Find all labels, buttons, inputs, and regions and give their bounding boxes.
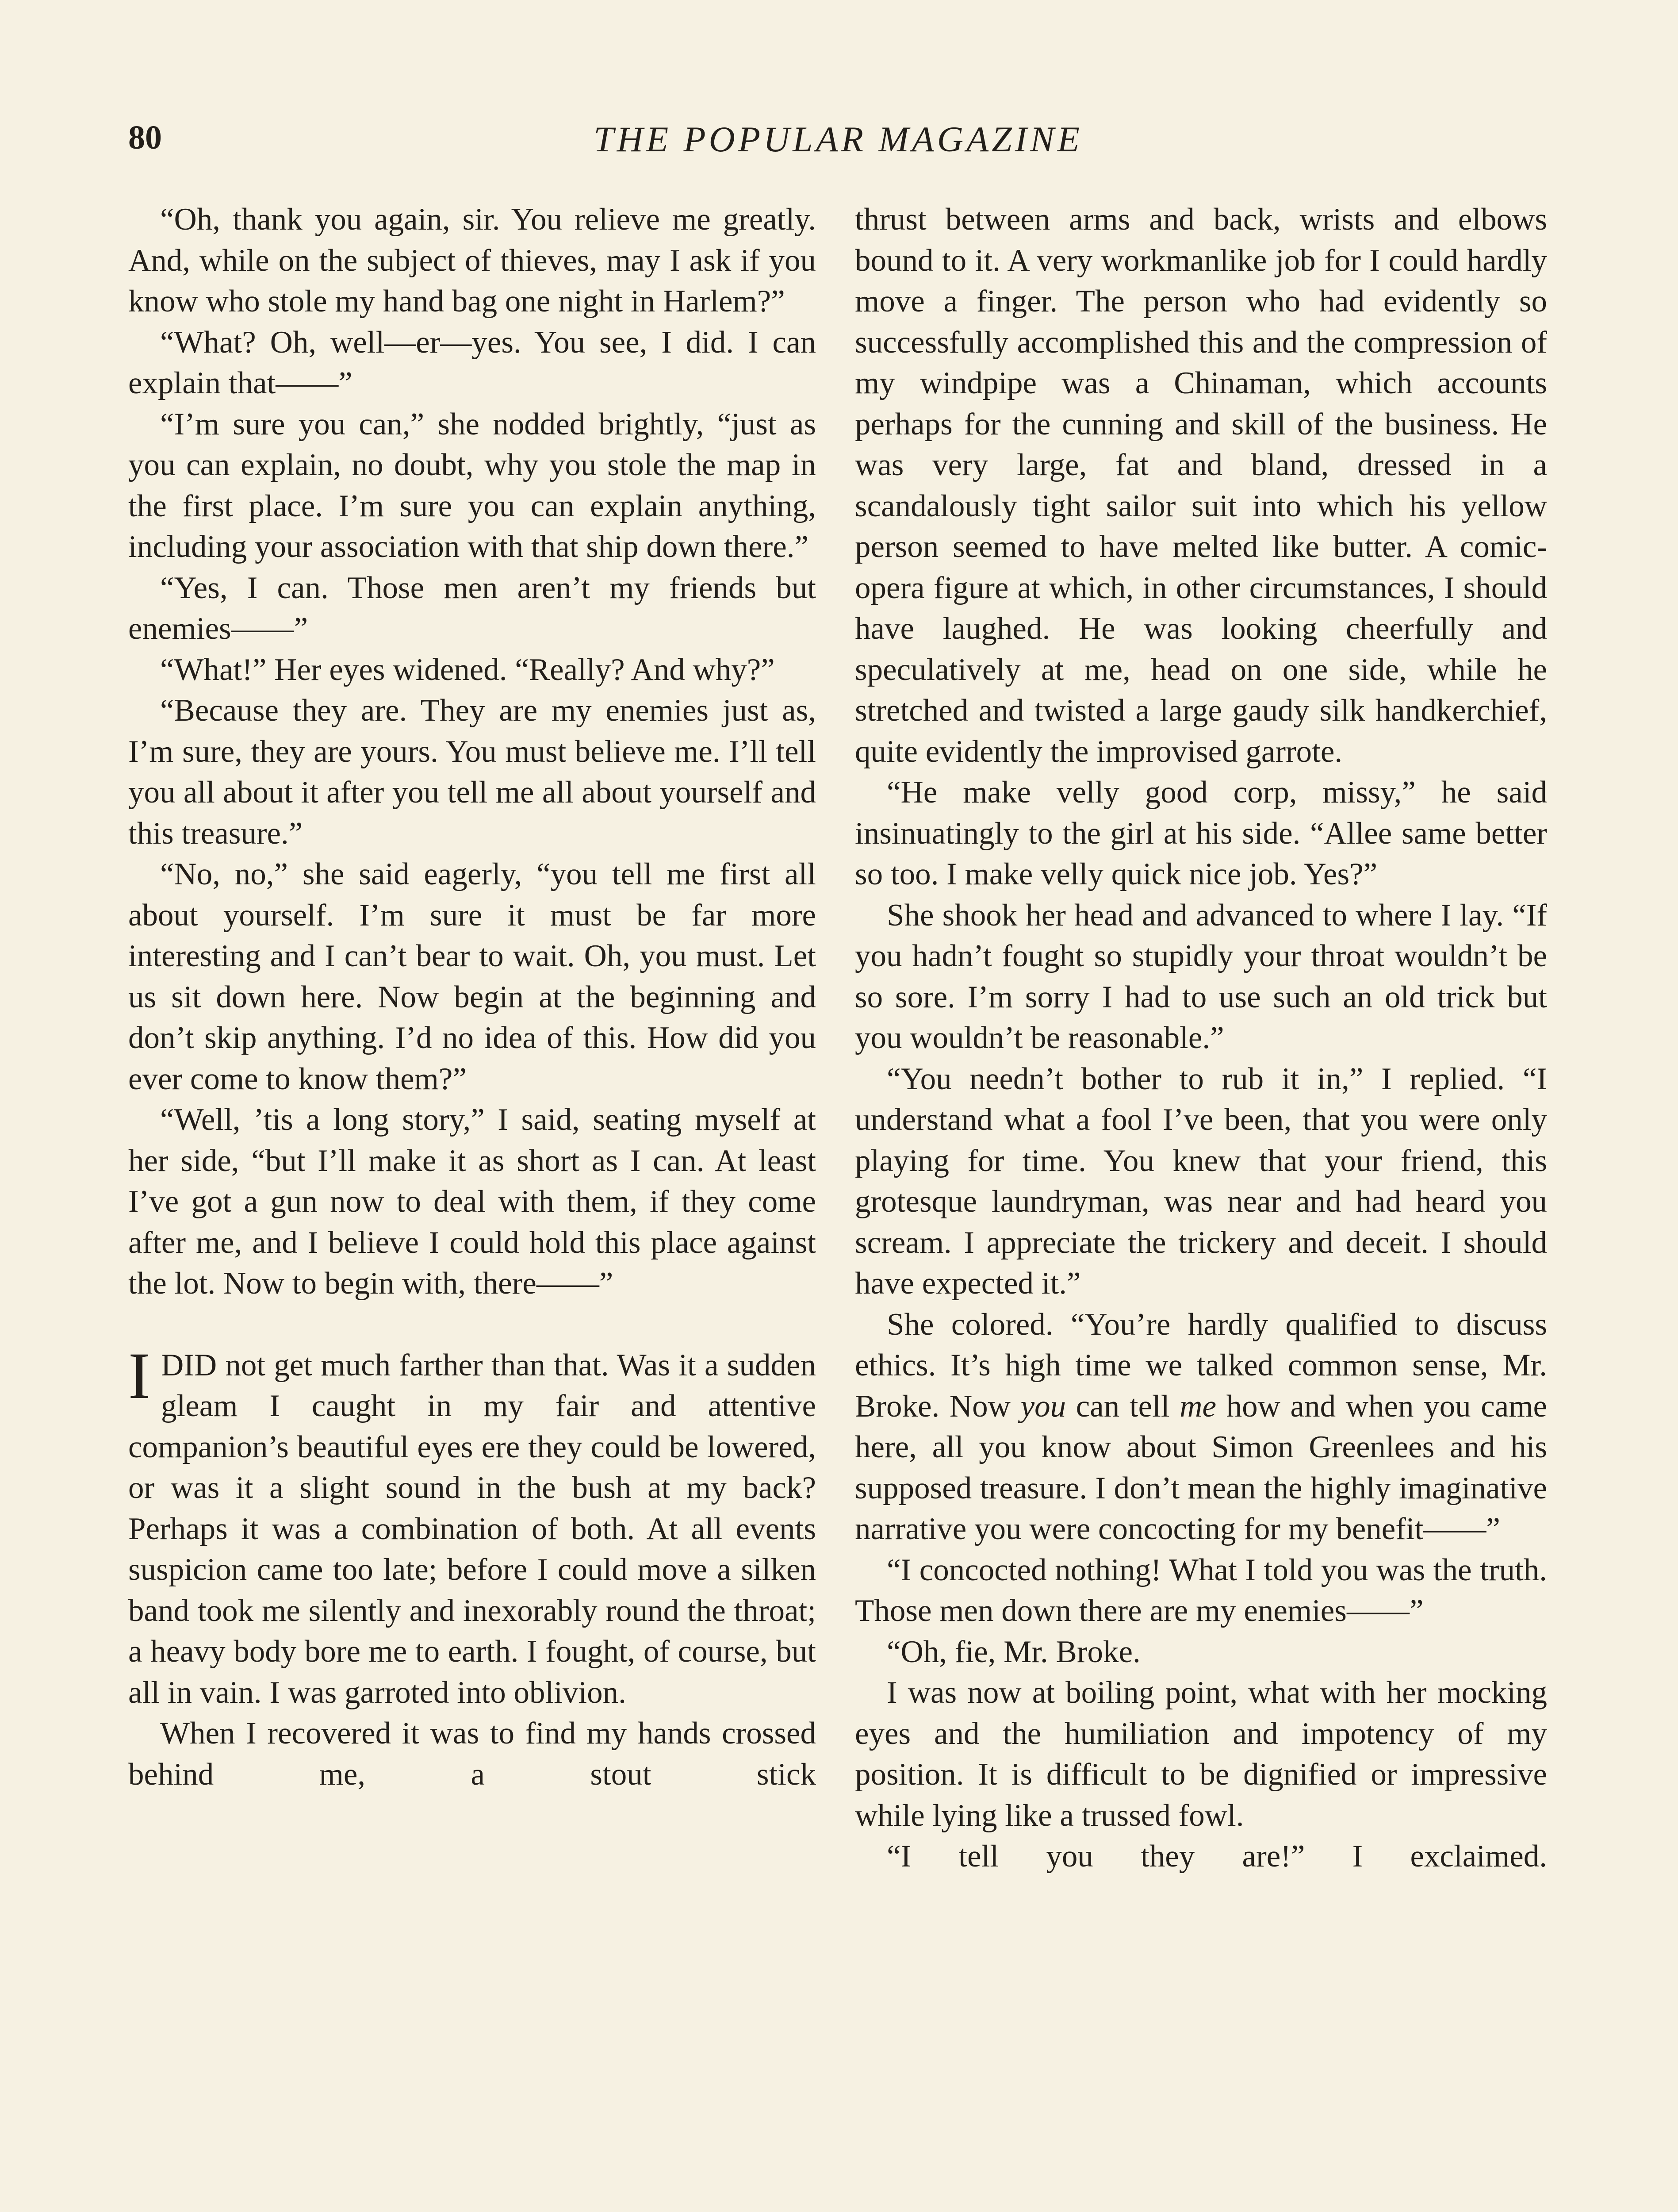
paragraph: “I concocted nothing! What I told you was the truth. Those men down there are my enemies——” <box>855 1552 1547 1628</box>
paragraph: “He make velly good corp, missy,” he said insinuatingly to the girl at his side. “Allee same better so too. I make velly quick nice job. Yes?” <box>855 775 1547 891</box>
paragraph: “I’m sure you can,” she nodded brightly, “just as you can explain, no doubt, why you stole the map in the first place. I’m sure you can explain anything, including your association with that ship down there.” <box>128 407 816 564</box>
paragraph: She shook her head and advanced to where I lay. “If you hadn’t fought so stupidly your throat wouldn’t be so sore. I’m sorry I had to use such an old trick but you wouldn’t be reasonable.” <box>855 898 1547 1055</box>
ethics-me-emphasis: me <box>1180 1389 1217 1424</box>
page-number: 80 <box>128 119 162 156</box>
right-text-column <box>855 199 1547 2212</box>
paragraph: “Well, ’tis a long story,” I said, seating myself at her side, “but I’ll make it as short as I can. At least I’ve got a gun now to deal with them, if they come after me, and I believe I could hold this place against the lot. Now to begin with, there——” <box>128 1102 816 1301</box>
paragraph-ethics <box>855 1304 1547 1550</box>
paragraph: “Because they are. They are my enemies just as, I’m sure, they are yours. You must believe me. I’ll tell you all about it after you tell me all about yourself and this treasure.” <box>128 693 816 851</box>
paragraph: “Oh, thank you again, sir. You relieve me greatly. And, while on the subject of thieves, may I ask if you know who stole my hand bag one night in Harlem?” <box>128 202 816 319</box>
left-text-column <box>128 199 816 2212</box>
section-start-text: DID not get much farther than that. Was it a sudden gleam I caught in my fair and attentive companion’s beautiful eyes ere they could be lowered, or was it a slight sound in the bush at my back? Perhaps it was a combination of both. At all events suspicion came too late; before I could move a silken band took me silently and inexorably round the throat; a heavy body bore me to earth. I fought, of course, but all in vain. I was garroted into oblivion. <box>128 1348 816 1710</box>
ethics-text-3: how and when you came here, all you know about Simon Greenlees and his supposed treasure. I don’t mean the highly imaginative narrative you were concocting for my benefit——” <box>855 1389 1548 1546</box>
paragraph: “I tell you they are!” I exclaimed. <box>887 1839 1547 1874</box>
page-header <box>128 119 1548 167</box>
paragraph: “You needn’t bother to rub it in,” I replied. “I understand what a fool I’ve been, that you were only playing for time. You knew that your friend, this grotesque laundryman, was near and had heard you scream. I appreciate the trickery and deceit. I should have expected it.” <box>855 1061 1547 1301</box>
magazine-title: THE POPULAR MAGAZINE <box>594 119 1083 159</box>
ethics-you-emphasis: you <box>1020 1389 1066 1424</box>
paragraph-continuation: thrust between arms and back, wrists and elbows bound to it. A very workmanlike job for I could hardly move a finger. The person who had evidently so successfully accomplished this and the compression of my windpipe was a Chinaman, which accounts perhaps for the cunning and skill of the business. He was very large, fat and bland, dressed in a scandalously tight sailor suit into which his yellow person seemed to have melted like butter. A comic-opera figure at which, in other circumstances, I should have laughed. He was looking cheerfully and speculatively at me, head on one side, while he stretched and twisted a large gaudy silk handkerchief, quite evidently the improvised garrote. <box>855 202 1547 769</box>
paragraph: “What!” Her eyes widened. “Really? And why?” <box>160 652 775 687</box>
paragraph: “Yes, I can. Those men aren’t my friends but enemies——” <box>128 570 816 646</box>
drop-cap: I <box>128 1339 150 1413</box>
ethics-text-2: can tell <box>1066 1389 1180 1424</box>
paragraph: I was now at boiling point, what with her mocking eyes and the humiliation and impotency of my position. It is difficult to be dignified or impressive while lying like a trussed fowl. <box>855 1675 1547 1833</box>
paragraph: “Oh, fie, Mr. Broke. <box>887 1634 1141 1669</box>
paragraph-continued: When I recovered it was to find my hands crossed behind me, a stout stick <box>128 1716 816 1792</box>
ethics-text-1: She colored. “You’re hardly qualified to discuss ethics. It’s high time we talked common sense, Mr. Broke. Now <box>855 1307 1547 1424</box>
paragraph: “What? Oh, well—er—yes. You see, I did. I can explain that——” <box>128 325 816 400</box>
paragraph: “No, no,” she said eagerly, “you tell me first all about yourself. I’m sure it must be far more interesting and I can’t bear to wait. Oh, you must. Let us sit down here. Now begin at the beginning and don’t skip anything. I’d no idea of this. How did you ever come to know them?” <box>128 857 816 1096</box>
section-start-paragraph <box>128 1339 816 1713</box>
